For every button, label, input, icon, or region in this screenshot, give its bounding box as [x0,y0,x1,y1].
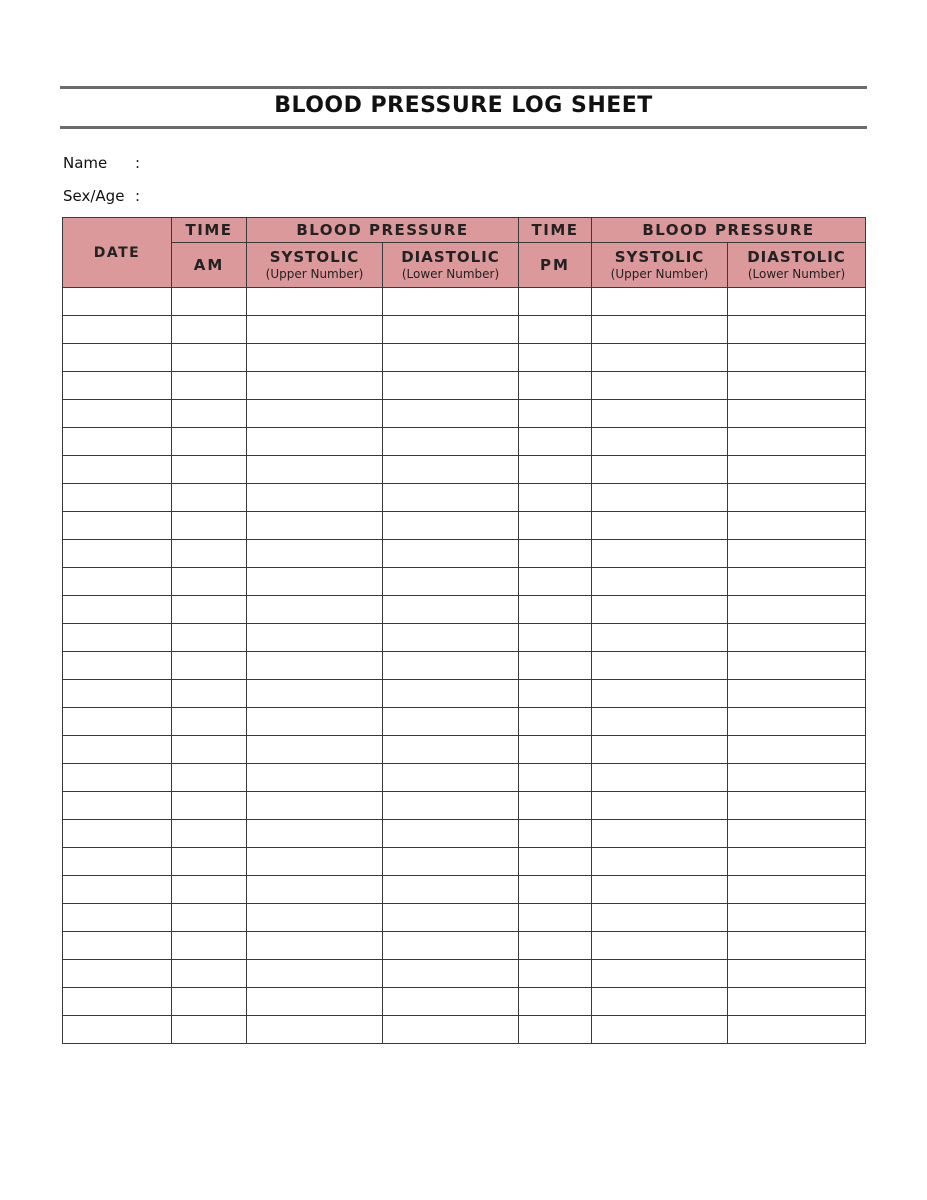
time-am-cell[interactable] [172,428,247,456]
table-row [63,680,866,708]
diastolic-pm-cell[interactable] [728,512,866,540]
diastolic-pm-cell[interactable] [728,988,866,1016]
systolic-pm-cell[interactable] [592,596,728,624]
time-am-cell[interactable] [172,876,247,904]
time-am-cell[interactable] [172,932,247,960]
diastolic-am-cell[interactable] [383,568,519,596]
time-am-cell[interactable] [172,764,247,792]
systolic-pm-cell[interactable] [592,428,728,456]
systolic-am-cell[interactable] [247,316,383,344]
date-cell[interactable] [63,456,172,484]
time-pm-cell[interactable] [519,820,592,848]
diastolic-am-cell[interactable] [383,820,519,848]
page-title: BLOOD PRESSURE LOG SHEET [274,93,653,118]
diastolic-am-cell[interactable] [383,652,519,680]
time-pm-cell[interactable] [519,568,592,596]
time-am-cell[interactable] [172,316,247,344]
table-row [63,372,866,400]
time-pm-cell[interactable] [519,708,592,736]
diastolic-am-cell[interactable] [383,512,519,540]
time-pm-cell[interactable] [519,792,592,820]
diastolic-pm-label: DIASTOLIC [747,248,846,266]
diastolic-pm-cell[interactable] [728,904,866,932]
time-pm-cell[interactable] [519,960,592,988]
time-pm-cell[interactable] [519,596,592,624]
systolic-am-cell[interactable] [247,288,383,316]
diastolic-am-cell[interactable] [383,540,519,568]
diastolic-am-cell[interactable] [383,484,519,512]
date-cell[interactable] [63,596,172,624]
date-cell[interactable] [63,316,172,344]
systolic-am-cell[interactable] [247,344,383,372]
log-table [62,217,866,1044]
systolic-pm-cell[interactable] [592,736,728,764]
systolic-pm-cell[interactable] [592,344,728,372]
systolic-am-cell[interactable] [247,820,383,848]
diastolic-am-cell[interactable] [383,904,519,932]
systolic-pm-cell[interactable] [592,652,728,680]
diastolic-am-cell[interactable] [383,932,519,960]
time-pm-cell[interactable] [519,316,592,344]
systolic-pm-cell[interactable] [592,876,728,904]
diastolic-pm-cell[interactable] [728,456,866,484]
systolic-am-cell[interactable] [247,596,383,624]
time-am-cell[interactable] [172,960,247,988]
time-pm-cell[interactable] [519,1016,592,1044]
diastolic-pm-cell[interactable] [728,596,866,624]
systolic-am-cell[interactable] [247,904,383,932]
time-pm-header: TIME [519,218,592,243]
systolic-pm-cell[interactable] [592,540,728,568]
systolic-pm-cell[interactable] [592,484,728,512]
table-row [63,960,866,988]
systolic-am-cell[interactable] [247,428,383,456]
top-rule [60,86,867,89]
date-cell[interactable] [63,288,172,316]
table-row [63,792,866,820]
date-cell[interactable] [63,736,172,764]
systolic-pm-cell[interactable] [592,792,728,820]
systolic-pm-cell[interactable] [592,904,728,932]
name-separator: : [135,154,141,172]
name-label: Name [63,154,108,172]
table-row [63,988,866,1016]
diastolic-am-cell[interactable] [383,400,519,428]
systolic-pm-cell[interactable] [592,1016,728,1044]
date-cell[interactable] [63,624,172,652]
date-cell[interactable] [63,484,172,512]
table-row [63,484,866,512]
time-pm-cell[interactable] [519,848,592,876]
table-row [63,316,866,344]
diastolic-pm-cell[interactable] [728,540,866,568]
time-am-cell[interactable] [172,848,247,876]
systolic-am-cell[interactable] [247,764,383,792]
table-row [63,596,866,624]
date-header: DATE [63,218,172,288]
systolic-pm-cell[interactable] [592,288,728,316]
systolic-pm-cell[interactable] [592,764,728,792]
systolic-pm-cell[interactable] [592,960,728,988]
systolic-am-cell[interactable] [247,400,383,428]
diastolic-pm-cell[interactable] [728,400,866,428]
diastolic-am-cell[interactable] [383,1016,519,1044]
systolic-am-cell[interactable] [247,848,383,876]
systolic-am-cell[interactable] [247,652,383,680]
diastolic-am-cell[interactable] [383,792,519,820]
diastolic-am-cell[interactable] [383,876,519,904]
table-row [63,904,866,932]
table-row [63,624,866,652]
date-cell[interactable] [63,540,172,568]
diastolic-pm-cell[interactable] [728,316,866,344]
sex-age-field[interactable] [63,187,140,205]
diastolic-am-cell[interactable] [383,596,519,624]
table-row [63,652,866,680]
diastolic-pm-cell[interactable] [728,484,866,512]
time-am-cell[interactable] [172,512,247,540]
date-cell[interactable] [63,708,172,736]
systolic-am-cell[interactable] [247,988,383,1016]
time-pm-cell[interactable] [519,484,592,512]
diastolic-pm-cell[interactable] [728,568,866,596]
systolic-pm-cell[interactable] [592,456,728,484]
time-am-cell[interactable] [172,344,247,372]
table-row [63,932,866,960]
table-row [63,456,866,484]
bp-pm-header: BLOOD PRESSURE [592,218,866,243]
time-am-cell[interactable] [172,456,247,484]
date-cell[interactable] [63,1016,172,1044]
systolic-am-cell[interactable] [247,540,383,568]
systolic-am-note: (Upper Number) [265,267,364,281]
table-row [63,876,866,904]
date-cell[interactable] [63,512,172,540]
systolic-pm-cell[interactable] [592,680,728,708]
date-cell[interactable] [63,848,172,876]
time-pm-cell[interactable] [519,736,592,764]
table-row [63,428,866,456]
diastolic-pm-note: (Lower Number) [747,267,846,281]
time-pm-cell[interactable] [519,764,592,792]
diastolic-am-cell[interactable] [383,624,519,652]
diastolic-am-cell[interactable] [383,428,519,456]
time-am-cell[interactable] [172,820,247,848]
diastolic-pm-cell[interactable] [728,820,866,848]
date-cell[interactable] [63,792,172,820]
time-am-cell[interactable] [172,568,247,596]
systolic-am-cell[interactable] [247,624,383,652]
table-row [63,540,866,568]
diastolic-am-cell[interactable] [383,848,519,876]
time-am-cell[interactable] [172,596,247,624]
diastolic-am-label: DIASTOLIC [401,248,500,266]
time-am-cell[interactable] [172,1016,247,1044]
table-row [63,400,866,428]
systolic-pm-cell[interactable] [592,988,728,1016]
systolic-pm-header [592,243,728,288]
time-am-cell[interactable] [172,708,247,736]
time-am-cell[interactable] [172,400,247,428]
time-am-cell[interactable] [172,652,247,680]
table-row [63,708,866,736]
diastolic-pm-cell[interactable] [728,344,866,372]
table-row [63,764,866,792]
diastolic-pm-cell[interactable] [728,624,866,652]
diastolic-pm-header [728,243,866,288]
name-field[interactable] [63,154,140,172]
diastolic-pm-cell[interactable] [728,736,866,764]
time-pm-cell[interactable] [519,512,592,540]
time-am-cell[interactable] [172,680,247,708]
time-pm-cell[interactable] [519,988,592,1016]
bottom-rule [60,126,867,129]
diastolic-pm-cell[interactable] [728,652,866,680]
table-row [63,736,866,764]
diastolic-pm-cell[interactable] [728,876,866,904]
time-pm-cell[interactable] [519,932,592,960]
date-cell[interactable] [63,904,172,932]
diastolic-pm-cell[interactable] [728,848,866,876]
diastolic-am-cell[interactable] [383,736,519,764]
time-pm-cell[interactable] [519,876,592,904]
diastolic-am-cell[interactable] [383,764,519,792]
time-am-cell[interactable] [172,484,247,512]
systolic-pm-note: (Upper Number) [610,267,709,281]
am-header: AM [172,243,247,288]
diastolic-am-cell[interactable] [383,344,519,372]
date-cell[interactable] [63,372,172,400]
table-row [63,568,866,596]
date-cell[interactable] [63,764,172,792]
systolic-am-cell[interactable] [247,876,383,904]
diastolic-pm-cell[interactable] [728,932,866,960]
time-pm-cell[interactable] [519,344,592,372]
date-cell[interactable] [63,400,172,428]
systolic-am-cell[interactable] [247,708,383,736]
systolic-pm-cell[interactable] [592,848,728,876]
systolic-pm-cell[interactable] [592,512,728,540]
table-row [63,288,866,316]
pm-header: PM [519,243,592,288]
time-pm-cell[interactable] [519,372,592,400]
diastolic-pm-cell[interactable] [728,764,866,792]
time-am-cell[interactable] [172,988,247,1016]
time-am-header: TIME [172,218,247,243]
time-am-cell[interactable] [172,736,247,764]
diastolic-pm-cell[interactable] [728,428,866,456]
time-am-cell[interactable] [172,904,247,932]
diastolic-am-note: (Lower Number) [401,267,500,281]
date-cell[interactable] [63,932,172,960]
diastolic-am-cell[interactable] [383,288,519,316]
systolic-am-cell[interactable] [247,736,383,764]
time-pm-cell[interactable] [519,288,592,316]
systolic-pm-cell[interactable] [592,932,728,960]
table-row [63,848,866,876]
systolic-am-cell[interactable] [247,932,383,960]
sex-age-label: Sex/Age [63,187,125,205]
time-pm-cell[interactable] [519,680,592,708]
systolic-pm-cell[interactable] [592,372,728,400]
systolic-pm-cell[interactable] [592,624,728,652]
systolic-am-cell[interactable] [247,456,383,484]
diastolic-am-cell[interactable] [383,988,519,1016]
diastolic-pm-cell[interactable] [728,372,866,400]
table-row [63,344,866,372]
date-cell[interactable] [63,568,172,596]
diastolic-am-cell[interactable] [383,680,519,708]
time-am-cell[interactable] [172,372,247,400]
date-cell[interactable] [63,680,172,708]
date-cell[interactable] [63,428,172,456]
table-row [63,512,866,540]
log-table-body [63,288,866,1044]
diastolic-pm-cell[interactable] [728,680,866,708]
time-pm-cell[interactable] [519,652,592,680]
date-cell[interactable] [63,344,172,372]
systolic-pm-label: SYSTOLIC [614,248,705,266]
diastolic-am-cell[interactable] [383,708,519,736]
diastolic-am-cell[interactable] [383,316,519,344]
diastolic-am-cell[interactable] [383,456,519,484]
systolic-am-cell[interactable] [247,512,383,540]
time-pm-cell[interactable] [519,540,592,568]
diastolic-am-cell[interactable] [383,372,519,400]
systolic-am-label: SYSTOLIC [269,248,360,266]
diastolic-pm-cell[interactable] [728,1016,866,1044]
systolic-am-cell[interactable] [247,372,383,400]
diastolic-am-header [383,243,519,288]
sex-age-separator: : [135,187,141,205]
systolic-pm-cell[interactable] [592,400,728,428]
date-cell[interactable] [63,876,172,904]
date-cell[interactable] [63,960,172,988]
time-pm-cell[interactable] [519,428,592,456]
time-pm-cell[interactable] [519,904,592,932]
time-pm-cell[interactable] [519,456,592,484]
systolic-pm-cell[interactable] [592,316,728,344]
systolic-am-cell[interactable] [247,1016,383,1044]
time-am-cell[interactable] [172,540,247,568]
bp-am-header: BLOOD PRESSURE [247,218,519,243]
diastolic-pm-cell[interactable] [728,960,866,988]
date-cell[interactable] [63,652,172,680]
time-pm-cell[interactable] [519,624,592,652]
systolic-am-header [247,243,383,288]
diastolic-pm-cell[interactable] [728,792,866,820]
systolic-am-cell[interactable] [247,680,383,708]
table-row [63,820,866,848]
systolic-am-cell[interactable] [247,960,383,988]
diastolic-pm-cell[interactable] [728,288,866,316]
systolic-pm-cell[interactable] [592,568,728,596]
diastolic-pm-cell[interactable] [728,708,866,736]
systolic-pm-cell[interactable] [592,708,728,736]
time-am-cell[interactable] [172,792,247,820]
date-cell[interactable] [63,988,172,1016]
time-am-cell[interactable] [172,624,247,652]
systolic-am-cell[interactable] [247,568,383,596]
systolic-pm-cell[interactable] [592,820,728,848]
diastolic-am-cell[interactable] [383,960,519,988]
table-row [63,1016,866,1044]
date-cell[interactable] [63,820,172,848]
time-pm-cell[interactable] [519,400,592,428]
systolic-am-cell[interactable] [247,484,383,512]
systolic-am-cell[interactable] [247,792,383,820]
time-am-cell[interactable] [172,288,247,316]
